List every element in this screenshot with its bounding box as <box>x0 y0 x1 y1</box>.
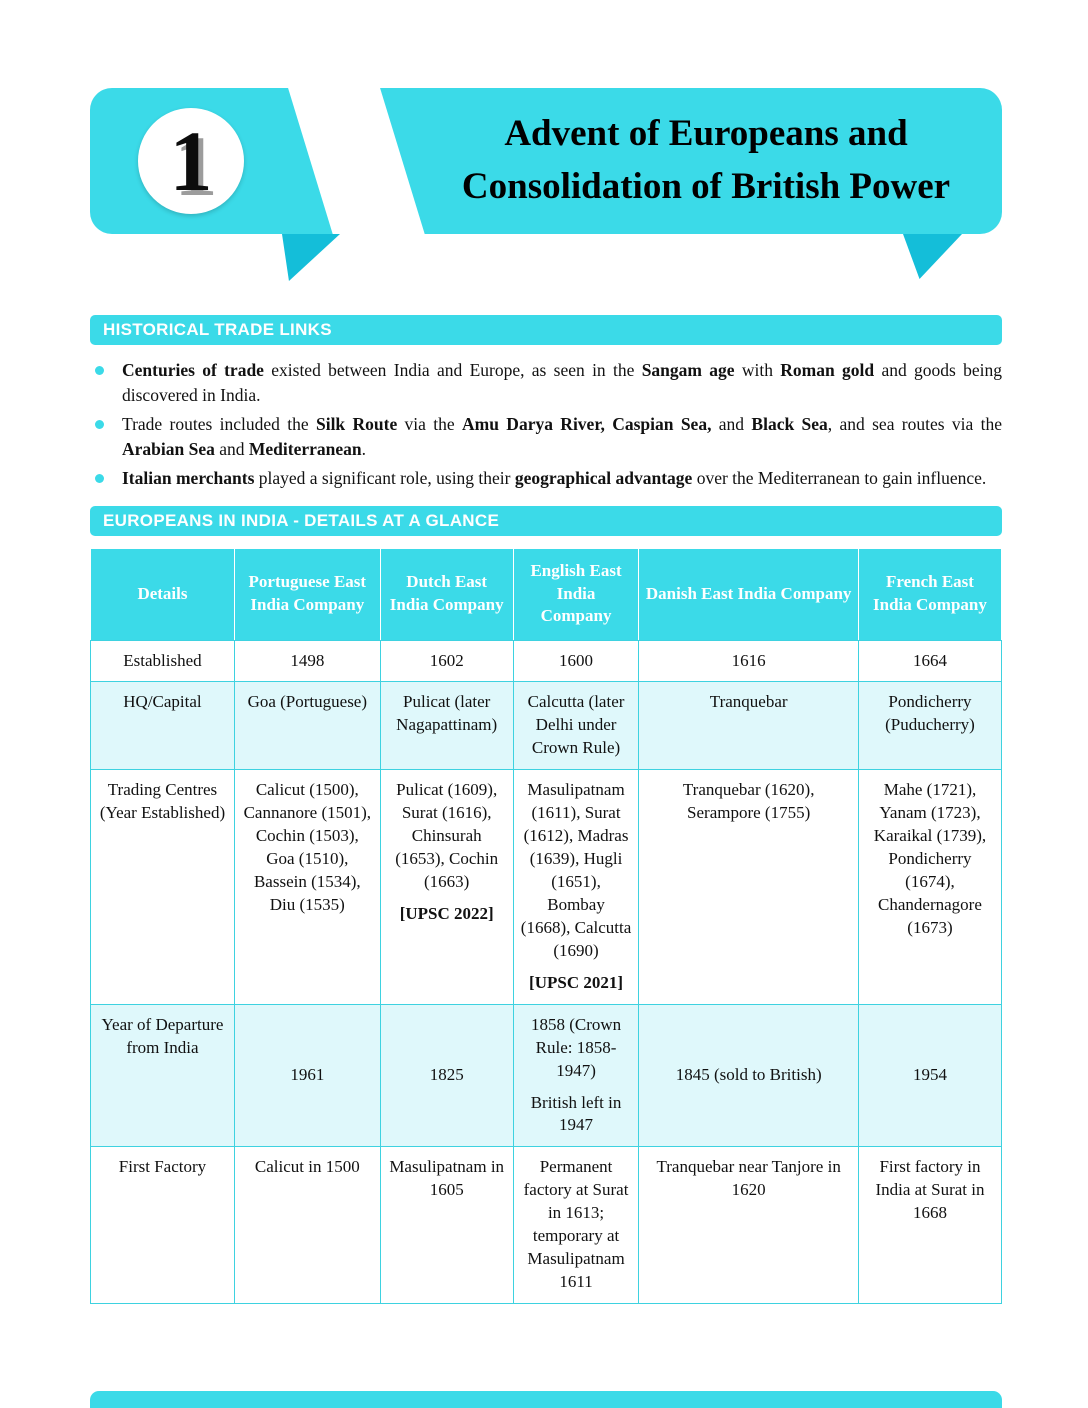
bullet-text: Italian merchants played a significant role, using their geographical advantage over the Mediterranean to gain influence. <box>122 468 987 488</box>
table-cell: 1825 <box>380 1004 513 1147</box>
table-cell: Calcutta (later Delhi under Crown Rule) <box>513 682 639 770</box>
section-heading-text: EUROPEANS IN INDIA - DETAILS AT A GLANCE <box>103 510 500 530</box>
table-row <box>91 1004 1002 1147</box>
table-cell: Goa (Portuguese) <box>234 682 380 770</box>
bullet-dot-icon <box>95 366 104 375</box>
section-heading-text: HISTORICAL TRADE LINKS <box>103 320 332 339</box>
chapter-title <box>420 108 992 214</box>
table-cell: Mahe (1721), Yanam (1723), Karaikal (1739), Pondicherry (1674), Chandernagore (1673) <box>858 770 1001 1004</box>
trade-links-list <box>90 358 1002 491</box>
table-cell: Masulipatnam in 1605 <box>380 1147 513 1304</box>
table-cell: Calicut in 1500 <box>234 1147 380 1304</box>
row-label: Year of Departure from India <box>91 1004 235 1147</box>
table-row <box>91 1147 1002 1304</box>
row-label: Trading Centres (Year Established) <box>91 770 235 1004</box>
table-cell: Calicut (1500), Cannanore (1501), Cochin (1503), Goa (1510), Bassein (1534), Diu (1535) <box>234 770 380 1004</box>
table-cell: Pondicherry (Puducherry) <box>858 682 1001 770</box>
table-row <box>91 640 1002 682</box>
bullet-text: Centuries of trade existed between India and Europe, as seen in the Sangam age with Roman gold and goods being discovered in India. <box>122 360 1003 405</box>
table-cell: 1961 <box>234 1004 380 1147</box>
table-header-row <box>91 548 1002 640</box>
column-header: Portuguese East India Company <box>234 548 380 640</box>
table-cell: 1845 (sold to British) <box>639 1004 859 1147</box>
chapter-title-line1: Advent of Europeans and <box>504 113 908 155</box>
table-cell: 1602 <box>380 640 513 682</box>
europeans-table <box>90 548 1002 1305</box>
table-cell: 1954 <box>858 1004 1001 1147</box>
bullet-item <box>90 412 1002 461</box>
bullet-text: Trade routes included the Silk Route via the Amu Darya River, Caspian Sea, and Black Sea, and sea routes via the Arabian Sea and Mediterranean. <box>122 414 1003 459</box>
chapter-number-badge <box>138 108 244 214</box>
table-cell: Pulicat (later Nagapattinam) <box>380 682 513 770</box>
table-cell: Masulipatnam (1611), Surat (1612), Madras (1639), Hugli (1651), Bombay (1668), Calcutta (1690) [UPSC 2021] <box>513 770 639 1004</box>
table-cell: Tranquebar <box>639 682 859 770</box>
chapter-banner <box>90 88 1002 234</box>
bullet-dot-icon <box>95 474 104 483</box>
table-cell: 1498 <box>234 640 380 682</box>
column-header: Dutch East India Company <box>380 548 513 640</box>
table-body <box>91 640 1002 1304</box>
section-header-trade-links <box>90 315 1002 345</box>
column-header: English East India Company <box>513 548 639 640</box>
column-header: Danish East India Company <box>639 548 859 640</box>
table-cell: Tranquebar near Tanjore in 1620 <box>639 1147 859 1304</box>
bullet-item <box>90 466 1002 491</box>
table-row <box>91 770 1002 1004</box>
chapter-title-line2: Consolidation of British Power <box>461 166 951 207</box>
row-label: Established <box>91 640 235 682</box>
ribbon-fold-right <box>903 234 962 279</box>
table-row <box>91 682 1002 770</box>
table-cell: 1616 <box>639 640 859 682</box>
column-header: Details <box>91 548 235 640</box>
bullet-dot-icon <box>95 420 104 429</box>
row-label: HQ/Capital <box>91 682 235 770</box>
table-cell: Pulicat (1609), Surat (1616), Chinsurah (1653), Cochin (1663) [UPSC 2022] <box>380 770 513 1004</box>
chapter-number: 1 <box>169 113 213 209</box>
banner-slash-decoration <box>285 88 429 234</box>
table-cell: Permanent factory at Surat in 1613; temporary at Masulipatnam 1611 <box>513 1147 639 1304</box>
section-header-europeans <box>90 506 1002 536</box>
table-cell: First factory in India at Surat in 1668 <box>858 1147 1001 1304</box>
table-cell: 1600 <box>513 640 639 682</box>
table-cell: 1858 (Crown Rule: 1858-1947) British left in 1947 <box>513 1004 639 1147</box>
column-header: French East India Company <box>858 548 1001 640</box>
table-cell: 1664 <box>858 640 1001 682</box>
row-label: First Factory <box>91 1147 235 1304</box>
bottom-accent-bar <box>90 1391 1002 1408</box>
ribbon-fold-left <box>282 234 340 281</box>
table-cell: Tranquebar (1620), Serampore (1755) <box>639 770 859 1004</box>
bullet-item <box>90 358 1002 407</box>
table-head <box>91 548 1002 640</box>
